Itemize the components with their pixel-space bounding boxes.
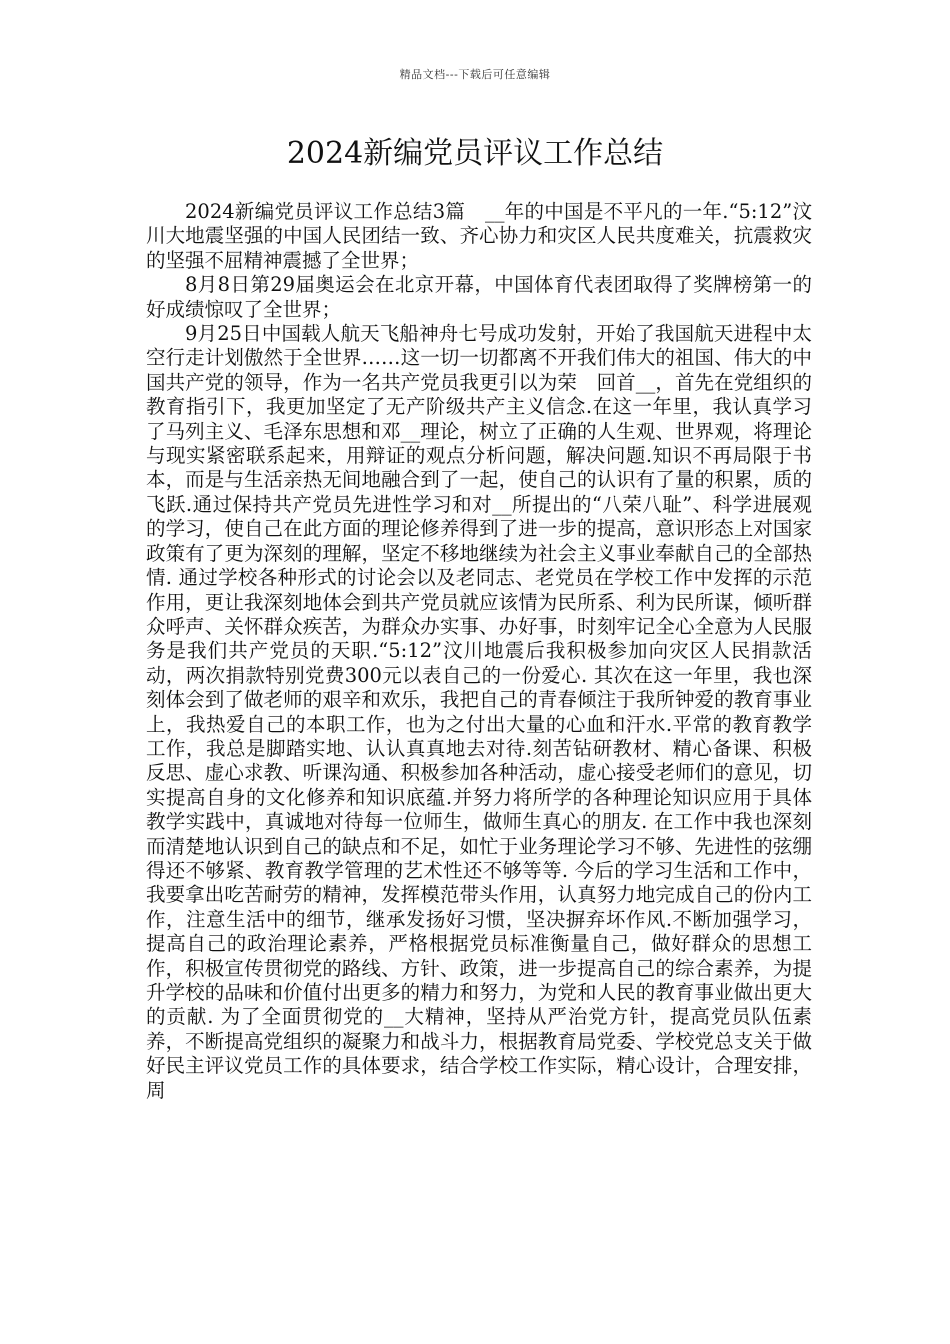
paragraph-2: 8月8日第29届奥运会在北京开幕，中国体育代表团取得了奖牌榜第一的好成绩惊叹了全世界； bbox=[146, 273, 812, 321]
paragraph-3: 9月25日中国载人航天飞船神舟七号成功发射，开始了我国航天进程中太空行走计划傲然于全世界……这一切一切都离不开我们伟大的祖国、伟大的中国共产党的领导，作为一名共产党员我更引以为荣 回首__，首先在党组织的教育指引下，我更加坚定了无产阶级共产主义信念.在这一年里，我认真学习了马列主义、毛泽东思想和邓__理论，树立了正确的人生观、世界观，将理论与现实紧密联系起来，用辩证的观点分析问题，解决问题.知识不再局限于书本，而是与生活亲热无间地融合到了一起，使自己的认识有了量的积累，质的飞跃.通过保持共产党员先进性学习和对__所提出的“八荣八耻”、科学进展观的学习，使自己在此方面的理论修养得到了进一步的提高，意识形态上对国家政策有了更为深刻的理解，坚定不移地继续为社会主义事业奉献自己的全部热情. 通过学校各种形式的讨论会以及老同志、老党员在学校工作中发挥的示范作用，更让我深刻地体会到共产党员就应该情为民所系、利为民所谋，倾听群众呼声、关怀群众疾苦，为群众办实事、办好事，时刻牢记全心全意为人民服务是我们共产党员的天职.“5:12”汶川地震后我积极参加向灾区人民捐款活动，两次捐款特别党费300元以表自己的一份爱心. 其次在这一年里，我也深刻体会到了做老师的艰辛和欢乐，我把自己的青春倾注于我所钟爱的教育事业上，我热爱自己的本职工作，也为之付出大量的心血和汗水.平常的教育教学工作，我总是脚踏实地、认认真真地去对待.刻苦钻研教材、精心备课、积极反思、虚心求教、听课沟通、积极参加各种活动，虚心接受老师们的意见，切实提高自身的文化修养和知识底蕴.并努力将所学的各种理论知识应用于具体教学实践中，真诚地对待每一位师生，做师生真心的朋友. 在工作中我也深刻而清楚地认识到自己的缺点和不足，如忙于业务理论学习不够、先进性的弦绷得还不够紧、教育教学管理的艺术性还不够等等. 今后的学习生活和工作中，我要拿出吃苦耐劳的精神，发挥模范带头作用，认真努力地完成自己的份内工作，注意生活中的细节，继承发扬好习惯，坚决摒弃坏作风.不断加强学习，提高自己的政治理论素养，严格根据党员标准衡量自己，做好群众的思想工作，积极宣传贯彻党的路线、方针、政策，进一步提高自己的综合素养，为提升学校的品味和价值付出更多的精力和努力，为党和人民的教育事业做出更大的贡献. 为了全面贯彻党的__大精神，坚持从严治党方针，提高党员队伍素养，不断提高党组织的凝聚力和战斗力，根据教育局党委、学校党总支关于做好民主评议党员工作的具体要求，结合学校工作实际，精心设计，合理安排，周 bbox=[146, 322, 812, 1102]
paragraph-1: 2024新编党员评议工作总结3篇 __年的中国是不平凡的一年.“5:12”汶川大地震坚强的中国人民团结一致、齐心协力和灾区人民共度难关，抗震救灾的坚强不屈精神震撼了全世界； bbox=[146, 200, 812, 272]
header-note: 精品文档---下载后可任意编辑 bbox=[399, 68, 551, 81]
document-body bbox=[146, 200, 812, 1103]
document-title: 2024新编党员评议工作总结 bbox=[286, 136, 664, 171]
